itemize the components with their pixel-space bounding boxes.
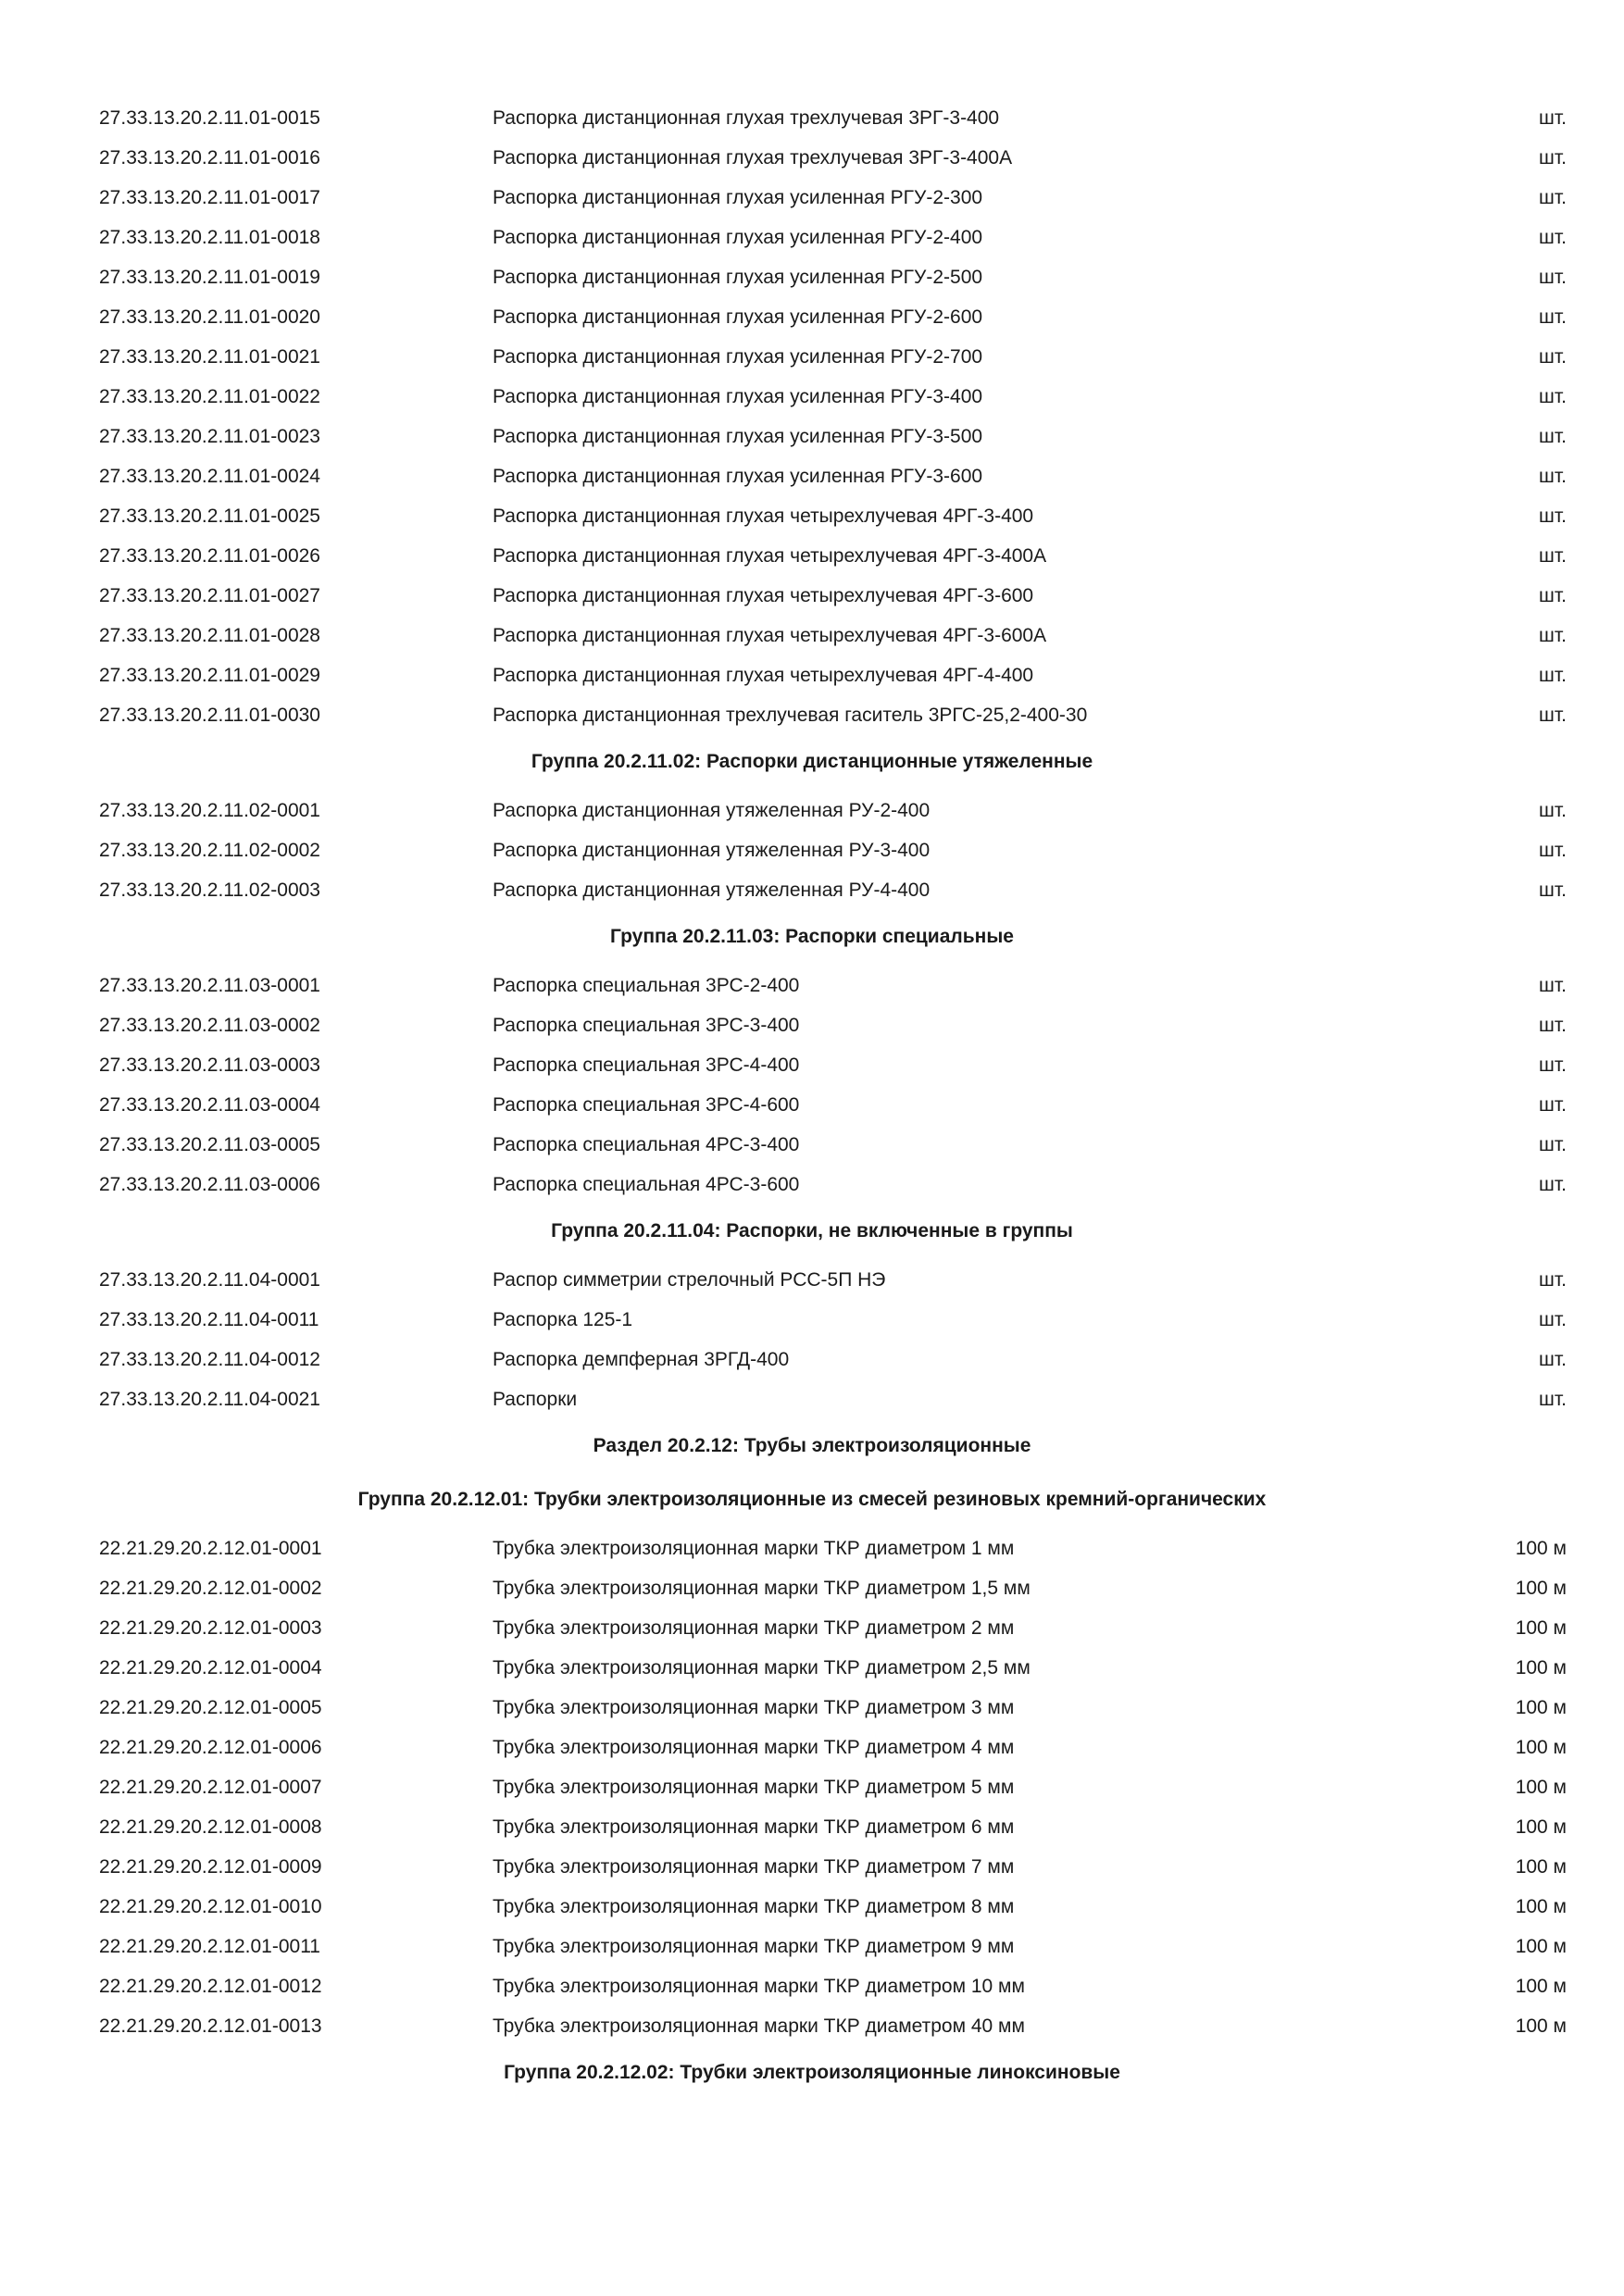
item-code: 22.21.29.20.2.12.01-0005 — [99, 1697, 322, 1718]
item-code: 22.21.29.20.2.12.01-0013 — [99, 2015, 322, 2037]
item-code: 22.21.29.20.2.12.01-0009 — [99, 1856, 322, 1878]
item-name: Распорка дистанционная глухая четырехлучевая 4РГ-3-600А — [493, 625, 1047, 646]
item-name: Распорки — [493, 1389, 578, 1410]
table-row — [0, 2006, 1624, 2046]
item-unit: шт. — [1539, 1094, 1567, 1116]
item-unit: шт. — [1539, 1015, 1567, 1036]
item-code: 27.33.13.20.2.11.01-0021 — [99, 346, 320, 368]
item-unit: шт. — [1539, 975, 1567, 996]
item-name: Распорка дистанционная глухая усиленная РГУ-2-300 — [493, 187, 983, 208]
section-heading: Раздел 20.2.12: Трубы электроизоляционные — [593, 1435, 1031, 1456]
item-name: Трубка электроизоляционная марки ТКР диаметром 8 мм — [493, 1896, 1015, 1917]
item-name: Распорка дистанционная глухая усиленная РГУ-2-600 — [493, 306, 983, 328]
table-row — [0, 297, 1624, 337]
item-code: 27.33.13.20.2.11.01-0017 — [99, 187, 320, 208]
item-code: 22.21.29.20.2.12.01-0011 — [99, 1936, 320, 1957]
item-code: 27.33.13.20.2.11.03-0003 — [99, 1054, 320, 1076]
table-row — [0, 178, 1624, 218]
item-name: Трубка электроизоляционная марки ТКР диаметром 9 мм — [493, 1936, 1015, 1957]
item-code: 22.21.29.20.2.12.01-0002 — [99, 1578, 322, 1599]
table-row — [0, 218, 1624, 257]
item-name: Трубка электроизоляционная марки ТКР диаметром 7 мм — [493, 1856, 1015, 1878]
item-unit: шт. — [1539, 267, 1567, 288]
item-unit: 100 м — [1515, 1976, 1567, 1997]
item-unit: шт. — [1539, 665, 1567, 686]
item-code: 27.33.13.20.2.11.01-0026 — [99, 545, 320, 567]
item-unit: шт. — [1539, 505, 1567, 527]
table-row — [0, 1340, 1624, 1379]
table-row — [0, 1608, 1624, 1648]
table-row — [0, 1648, 1624, 1688]
item-name: Распорка 125-1 — [493, 1309, 633, 1330]
item-unit: шт. — [1539, 705, 1567, 726]
item-unit: 100 м — [1515, 1896, 1567, 1917]
item-name: Распорка демпферная 3РГД-400 — [493, 1349, 790, 1370]
table-row — [0, 1887, 1624, 1927]
item-code: 22.21.29.20.2.12.01-0007 — [99, 1777, 322, 1798]
item-code: 27.33.13.20.2.11.01-0027 — [99, 585, 320, 606]
group-heading: Группа 20.2.12.01: Трубки электроизоляционные из смесей резиновых кремний-органических — [357, 1489, 1267, 1510]
table-row — [0, 870, 1624, 910]
item-code: 27.33.13.20.2.11.02-0003 — [99, 880, 320, 901]
item-name: Распорка дистанционная глухая усиленная РГУ-3-400 — [493, 386, 983, 407]
item-name: Распорка дистанционная глухая усиленная РГУ-3-600 — [493, 466, 983, 487]
table-row — [0, 1379, 1624, 1419]
table-row — [0, 1927, 1624, 1966]
item-unit: шт. — [1539, 386, 1567, 407]
item-unit: 100 м — [1515, 1936, 1567, 1957]
item-unit: 100 м — [1515, 1856, 1567, 1878]
table-row — [0, 257, 1624, 297]
item-name: Распорка дистанционная трехлучевая гаситель 3РГС-25,2-400-30 — [493, 705, 1088, 726]
item-unit: шт. — [1539, 306, 1567, 328]
item-name: Распорка дистанционная глухая трехлучевая 3РГ-3-400 — [493, 107, 1000, 129]
item-code: 27.33.13.20.2.11.01-0024 — [99, 466, 320, 487]
item-code: 27.33.13.20.2.11.04-0012 — [99, 1349, 320, 1370]
item-name: Распор симметрии стрелочный РСС-5П НЭ — [493, 1269, 886, 1291]
item-name: Трубка электроизоляционная марки ТКР диаметром 2,5 мм — [493, 1657, 1031, 1678]
item-name: Распорка дистанционная глухая трехлучевая 3РГ-3-400А — [493, 147, 1013, 168]
document-body — [0, 98, 1624, 2102]
item-code: 27.33.13.20.2.11.01-0028 — [99, 625, 320, 646]
table-row — [0, 536, 1624, 576]
item-code: 22.21.29.20.2.12.01-0006 — [99, 1737, 322, 1758]
item-name: Распорка дистанционная глухая усиленная РГУ-2-400 — [493, 227, 983, 248]
item-name: Распорка специальная 3РС-2-400 — [493, 975, 800, 996]
item-code: 27.33.13.20.2.11.01-0025 — [99, 505, 320, 527]
item-unit: шт. — [1539, 545, 1567, 567]
item-name: Распорка специальная 4РС-3-600 — [493, 1174, 800, 1195]
table-row — [0, 1688, 1624, 1728]
table-row — [0, 616, 1624, 655]
item-unit: шт. — [1539, 625, 1567, 646]
item-name: Распорка специальная 3РС-4-600 — [493, 1094, 800, 1116]
table-row — [0, 417, 1624, 456]
item-unit: шт. — [1539, 466, 1567, 487]
item-unit: 100 м — [1515, 1657, 1567, 1678]
item-code: 27.33.13.20.2.11.01-0029 — [99, 665, 320, 686]
item-code: 27.33.13.20.2.11.03-0004 — [99, 1094, 320, 1116]
item-unit: шт. — [1539, 840, 1567, 861]
item-code: 22.21.29.20.2.12.01-0001 — [99, 1538, 322, 1559]
table-row — [0, 377, 1624, 417]
item-unit: шт. — [1539, 880, 1567, 901]
table-row — [0, 337, 1624, 377]
item-name: Трубка электроизоляционная марки ТКР диаметром 4 мм — [493, 1737, 1015, 1758]
item-code: 27.33.13.20.2.11.04-0001 — [99, 1269, 320, 1291]
table-row — [0, 695, 1624, 735]
table-row — [0, 1005, 1624, 1045]
item-unit: шт. — [1539, 585, 1567, 606]
item-code: 27.33.13.20.2.11.03-0006 — [99, 1174, 320, 1195]
item-code: 27.33.13.20.2.11.03-0005 — [99, 1134, 320, 1155]
table-row — [0, 98, 1624, 138]
item-unit: шт. — [1539, 147, 1567, 168]
group-heading: Группа 20.2.12.02: Трубки электроизоляционные линоксиновые — [504, 2062, 1120, 2083]
item-unit: шт. — [1539, 1389, 1567, 1410]
item-code: 27.33.13.20.2.11.01-0023 — [99, 426, 320, 447]
item-name: Трубка электроизоляционная марки ТКР диаметром 6 мм — [493, 1816, 1015, 1838]
item-unit: шт. — [1539, 800, 1567, 821]
item-name: Распорка дистанционная утяжеленная РУ-3-400 — [493, 840, 931, 861]
item-unit: 100 м — [1515, 1777, 1567, 1798]
table-row — [0, 1085, 1624, 1125]
item-name: Трубка электроизоляционная марки ТКР диаметром 5 мм — [493, 1777, 1015, 1798]
item-name: Распорка дистанционная глухая четырехлучевая 4РГ-3-400А — [493, 545, 1047, 567]
item-name: Распорка дистанционная утяжеленная РУ-2-400 — [493, 800, 931, 821]
table-row — [0, 1807, 1624, 1847]
item-unit: шт. — [1539, 1174, 1567, 1195]
item-code: 22.21.29.20.2.12.01-0004 — [99, 1657, 322, 1678]
item-name: Трубка электроизоляционная марки ТКР диаметром 2 мм — [493, 1617, 1015, 1639]
item-unit: 100 м — [1515, 1578, 1567, 1599]
item-code: 27.33.13.20.2.11.01-0018 — [99, 227, 320, 248]
item-unit: 100 м — [1515, 1816, 1567, 1838]
table-row — [0, 966, 1624, 1005]
table-row — [0, 830, 1624, 870]
item-code: 27.33.13.20.2.11.04-0011 — [99, 1309, 319, 1330]
item-name: Трубка электроизоляционная марки ТКР диаметром 1,5 мм — [493, 1578, 1031, 1599]
item-code: 27.33.13.20.2.11.02-0001 — [99, 800, 320, 821]
item-unit: шт. — [1539, 227, 1567, 248]
item-code: 22.21.29.20.2.12.01-0008 — [99, 1816, 322, 1838]
table-row — [0, 1125, 1624, 1165]
item-name: Распорка дистанционная глухая четырехлучевая 4РГ-4-400 — [493, 665, 1034, 686]
item-unit: шт. — [1539, 426, 1567, 447]
item-code: 22.21.29.20.2.12.01-0010 — [99, 1896, 322, 1917]
table-row — [0, 655, 1624, 695]
table-row — [0, 1529, 1624, 1568]
table-row — [0, 1847, 1624, 1887]
item-unit: 100 м — [1515, 1617, 1567, 1639]
item-unit: шт. — [1539, 1054, 1567, 1076]
item-code: 27.33.13.20.2.11.01-0020 — [99, 306, 320, 328]
item-name: Трубка электроизоляционная марки ТКР диаметром 40 мм — [493, 2015, 1025, 2037]
item-name: Распорка дистанционная утяжеленная РУ-4-400 — [493, 880, 931, 901]
item-code: 22.21.29.20.2.12.01-0012 — [99, 1976, 322, 1997]
item-code: 27.33.13.20.2.11.01-0016 — [99, 147, 320, 168]
item-unit: шт. — [1539, 1309, 1567, 1330]
item-name: Трубка электроизоляционная марки ТКР диаметром 1 мм — [493, 1538, 1015, 1559]
table-row — [0, 1045, 1624, 1085]
table-row — [0, 1966, 1624, 2006]
table-row — [0, 576, 1624, 616]
item-unit: шт. — [1539, 346, 1567, 368]
item-name: Трубка электроизоляционная марки ТКР диаметром 3 мм — [493, 1697, 1015, 1718]
item-unit: 100 м — [1515, 1697, 1567, 1718]
table-row — [0, 1260, 1624, 1300]
item-name: Распорка дистанционная глухая четырехлучевая 4РГ-3-600 — [493, 585, 1034, 606]
item-unit: 100 м — [1515, 1538, 1567, 1559]
item-name: Распорка дистанционная глухая усиленная РГУ-3-500 — [493, 426, 983, 447]
item-unit: 100 м — [1515, 1737, 1567, 1758]
item-code: 27.33.13.20.2.11.01-0019 — [99, 267, 320, 288]
table-row — [0, 1728, 1624, 1767]
item-code: 27.33.13.20.2.11.02-0002 — [99, 840, 320, 861]
item-code: 27.33.13.20.2.11.01-0015 — [99, 107, 320, 129]
item-name: Распорка дистанционная глухая усиленная РГУ-2-500 — [493, 267, 983, 288]
table-row — [0, 1767, 1624, 1807]
item-unit: 100 м — [1515, 2015, 1567, 2037]
item-unit: шт. — [1539, 187, 1567, 208]
table-row — [0, 1568, 1624, 1608]
item-code: 27.33.13.20.2.11.04-0021 — [99, 1389, 320, 1410]
table-row — [0, 456, 1624, 496]
item-unit: шт. — [1539, 1134, 1567, 1155]
group-heading: Группа 20.2.11.04: Распорки, не включенные в группы — [551, 1220, 1073, 1242]
table-row — [0, 1165, 1624, 1204]
item-name: Распорка специальная 3РС-3-400 — [493, 1015, 800, 1036]
item-code: 27.33.13.20.2.11.01-0030 — [99, 705, 320, 726]
item-code: 27.33.13.20.2.11.03-0002 — [99, 1015, 320, 1036]
item-unit: шт. — [1539, 1349, 1567, 1370]
group-heading: Группа 20.2.11.03: Распорки специальные — [610, 926, 1014, 947]
table-row — [0, 496, 1624, 536]
table-row — [0, 791, 1624, 830]
table-row — [0, 1300, 1624, 1340]
item-name: Распорка специальная 4РС-3-400 — [493, 1134, 800, 1155]
item-name: Распорка дистанционная глухая усиленная РГУ-2-700 — [493, 346, 983, 368]
item-code: 27.33.13.20.2.11.01-0022 — [99, 386, 320, 407]
item-name: Трубка электроизоляционная марки ТКР диаметром 10 мм — [493, 1976, 1025, 1997]
item-code: 27.33.13.20.2.11.03-0001 — [99, 975, 320, 996]
item-unit: шт. — [1539, 1269, 1567, 1291]
table-row — [0, 138, 1624, 178]
item-name: Распорка специальная 3РС-4-400 — [493, 1054, 800, 1076]
group-heading: Группа 20.2.11.02: Распорки дистанционные утяжеленные — [531, 751, 1093, 772]
item-unit: шт. — [1539, 107, 1567, 129]
item-code: 22.21.29.20.2.12.01-0003 — [99, 1617, 322, 1639]
item-name: Распорка дистанционная глухая четырехлучевая 4РГ-3-400 — [493, 505, 1034, 527]
